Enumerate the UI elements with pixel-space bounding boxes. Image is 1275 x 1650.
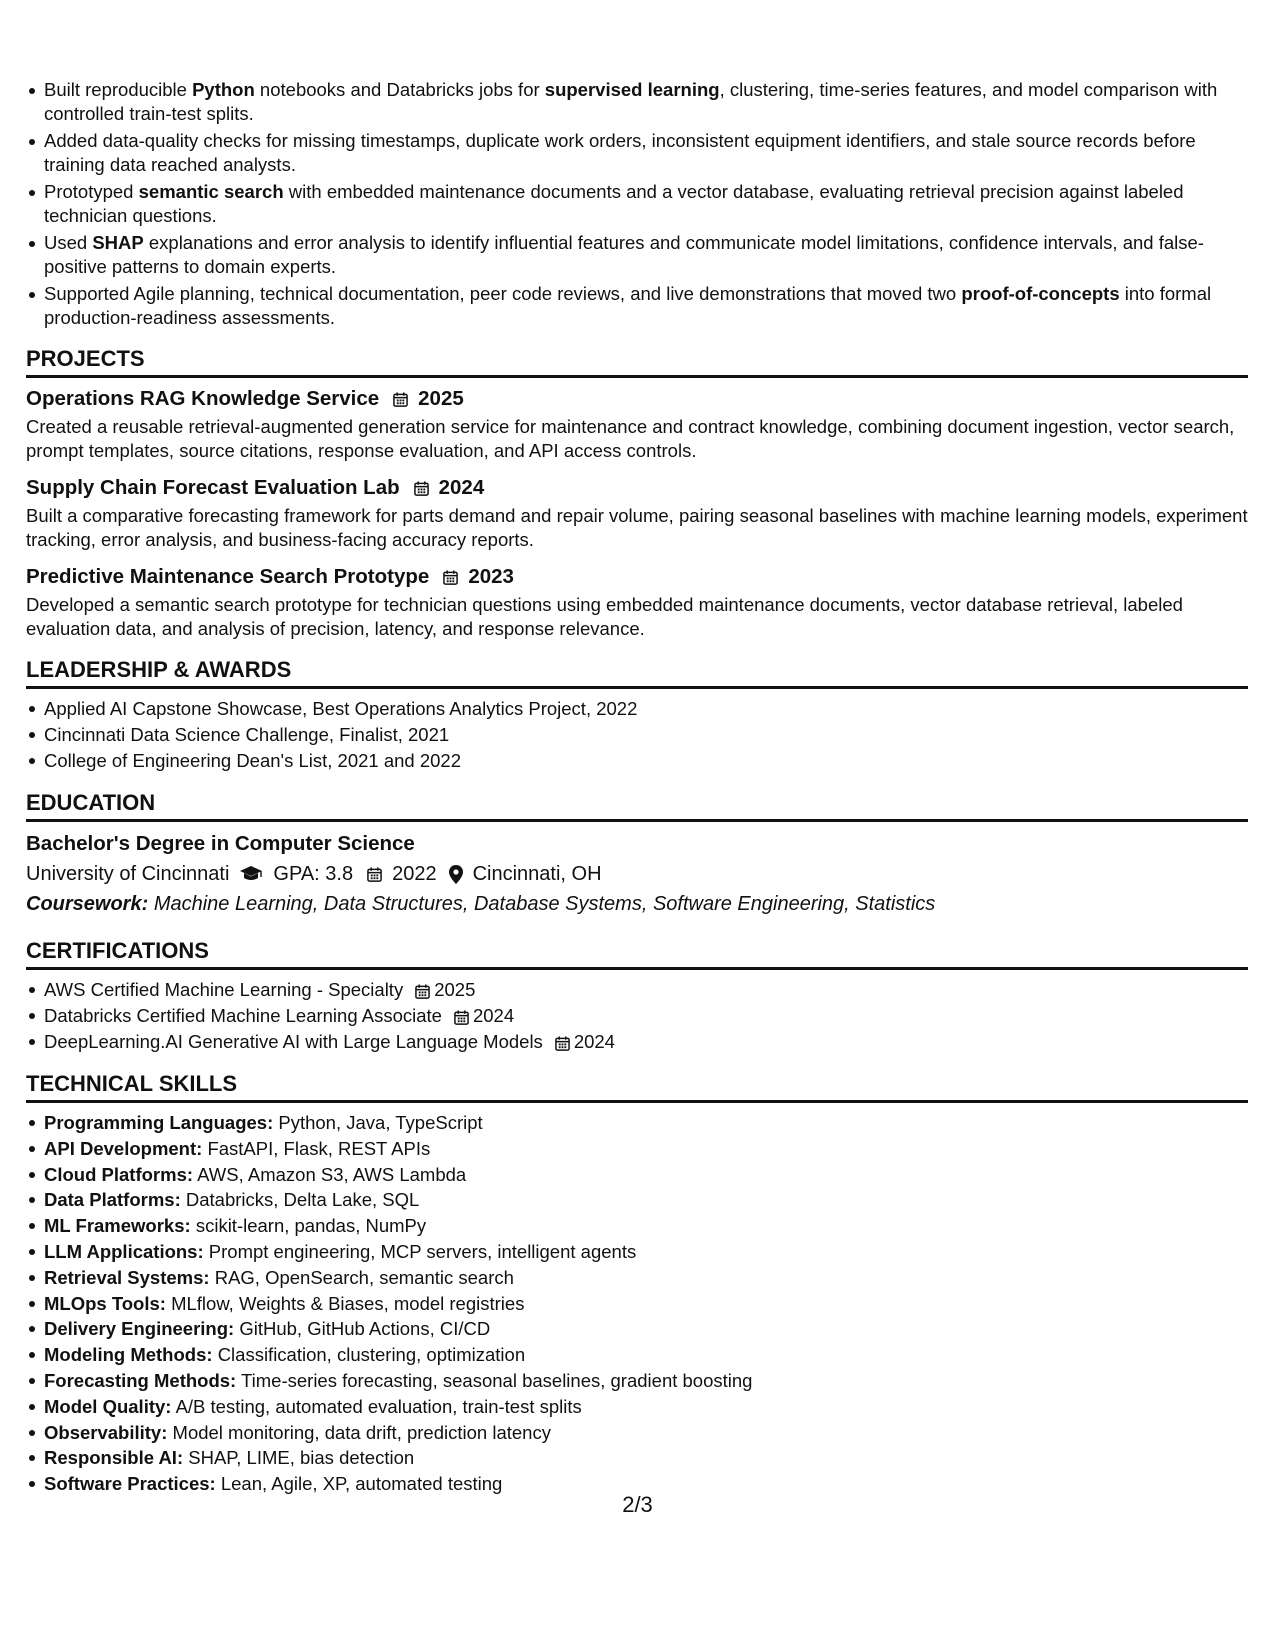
skill-label: LLM Applications: — [44, 1240, 204, 1262]
skill-value: RAG, OpenSearch, semantic search — [214, 1266, 514, 1288]
list-item — [44, 1316, 1248, 1342]
certification-year: 2024 — [573, 1031, 615, 1052]
certifications-section — [26, 938, 1248, 1055]
skill-label: Programming Languages: — [44, 1112, 274, 1133]
certifications-list — [26, 977, 1248, 1055]
list-item: Applied AI Capstone Showcase, Best Operations Analytics Project, 2022 — [44, 696, 1248, 722]
list-item — [44, 1394, 1248, 1420]
skill-value: FastAPI, Flask, REST APIs — [207, 1137, 431, 1159]
degree-title: Bachelor's Degree in Computer Science — [26, 832, 415, 855]
skill-value: Prompt engineering, MCP servers, intelligent agents — [208, 1240, 637, 1262]
certification-name: Databricks Certified Machine Learning Associate — [44, 1005, 442, 1026]
experience-bullet: Supported Agile planning, technical documentation, peer code reviews, and live demonstrations that moved two proof-of-concepts into formal production-readiness assessments. — [44, 282, 1248, 330]
list-item — [44, 1265, 1248, 1291]
list-item: Cincinnati Data Science Challenge, Finalist, 2021 — [44, 722, 1248, 748]
certification-name: AWS Certified Machine Learning - Specialty — [44, 979, 404, 1000]
list-item — [44, 1187, 1248, 1213]
certification-name: DeepLearning.AI Generative AI with Large Language Models — [44, 1031, 543, 1052]
list-item — [44, 1110, 1248, 1136]
skill-label: Retrieval Systems: — [44, 1266, 210, 1288]
skill-label: MLOps Tools: — [44, 1292, 166, 1314]
coursework-label: Coursework: — [26, 893, 149, 915]
project-name: Supply Chain Forecast Evaluation Lab — [26, 476, 400, 499]
skills-list — [26, 1110, 1248, 1497]
project-description: Built a comparative forecasting framework for parts demand and repair volume, pairing seasonal baselines with machine learning models, experiment tracking, error analysis, and business-facing accuracy reports. — [26, 505, 1248, 550]
project-year: 2025 — [418, 387, 464, 410]
section-title-skills: TECHNICAL SKILLS — [26, 1071, 1248, 1103]
experience-bullet: Added data-quality checks for missing timestamps, duplicate work orders, inconsistent equipment identifiers, and stale source records before training data reached analysts. — [44, 129, 1248, 177]
calendar-icon — [393, 392, 408, 407]
list-item — [44, 1420, 1248, 1446]
skill-value: scikit-learn, pandas, NumPy — [195, 1215, 427, 1237]
leadership-list — [26, 696, 1248, 774]
section-title-education: EDUCATION — [26, 790, 1248, 822]
skill-label: Data Platforms: — [44, 1189, 181, 1211]
resume-page — [26, 78, 1248, 1497]
skill-label: Software Practices: — [44, 1473, 216, 1495]
list-item: College of Engineering Dean's List, 2021 and 2022 — [44, 748, 1248, 774]
calendar-icon — [555, 1036, 570, 1051]
list-item — [44, 977, 1248, 1003]
education-details — [26, 860, 1248, 888]
calendar-icon — [454, 1010, 469, 1025]
project-description: Developed a semantic search prototype for technician questions using embedded maintenance documents, vector database retrieval, labeled evaluation data, and analysis of precision, latency, and response relevance. — [26, 594, 1183, 639]
project-title — [26, 386, 1248, 412]
list-item — [44, 1136, 1248, 1162]
experience-bullet: Built reproducible Python notebooks and Databricks jobs for supervised learning, clustering, time-series features, and model comparison with controlled train-test splits. — [44, 78, 1248, 126]
experience-bullet: Used SHAP explanations and error analysis to identify influential features and communicate model limitations, confidence intervals, and false-positive patterns to domain experts. — [44, 231, 1248, 279]
school-location: Cincinnati, OH — [472, 863, 602, 885]
gpa: GPA: 3.8 — [273, 863, 354, 885]
skill-value: Python, Java, TypeScript — [278, 1112, 483, 1133]
skill-label: Cloud Platforms: — [44, 1163, 194, 1185]
skill-label: Observability: — [44, 1421, 168, 1443]
skill-value: Lean, Agile, XP, automated testing — [220, 1473, 503, 1495]
certification-year: 2024 — [472, 1005, 515, 1026]
skill-value: Databricks, Delta Lake, SQL — [185, 1189, 420, 1211]
list-item — [44, 1029, 1248, 1055]
page-number: 2/3 — [622, 1492, 653, 1517]
skill-label: ML Frameworks: — [44, 1215, 191, 1237]
section-title-projects: PROJECTS — [26, 346, 1248, 378]
calendar-icon — [443, 570, 458, 585]
list-item — [44, 1291, 1248, 1317]
project-title — [26, 564, 1248, 590]
experience-bullet: Prototyped semantic search with embedded maintenance documents and a vector database, evaluating retrieval precision against labeled technician questions. — [44, 180, 1248, 228]
skill-value: AWS, Amazon S3, AWS Lambda — [197, 1163, 467, 1185]
skill-label: Responsible AI: — [44, 1447, 184, 1469]
project-title — [26, 475, 1248, 501]
project-name: Operations RAG Knowledge Service — [26, 387, 380, 410]
leadership-section — [26, 657, 1248, 774]
certification-year: 2025 — [434, 979, 476, 1000]
list-item — [44, 1342, 1248, 1368]
coursework — [26, 890, 1248, 918]
skill-value: Classification, clustering, optimization — [217, 1344, 526, 1366]
education-section — [26, 790, 1248, 918]
skills-section — [26, 1071, 1248, 1497]
skill-label: Modeling Methods: — [44, 1344, 213, 1366]
project-name: Predictive Maintenance Search Prototype — [26, 565, 430, 588]
school-name: University of Cincinnati — [26, 863, 230, 885]
experience-bullets — [26, 78, 1248, 330]
project-description: Created a reusable retrieval-augmented generation service for maintenance and contract knowledge, combining document ingestion, vector search, prompt templates, source citations, response evaluation, and API access controls. — [26, 416, 1235, 461]
graduation-cap-icon — [239, 865, 263, 883]
calendar-icon — [414, 481, 429, 496]
section-title-certifications: CERTIFICATIONS — [26, 938, 1248, 970]
calendar-icon — [367, 867, 382, 882]
calendar-icon — [415, 984, 430, 999]
coursework-list: Machine Learning, Data Structures, Database Systems, Software Engineering, Statistics — [153, 893, 936, 915]
list-item — [44, 1003, 1248, 1029]
project-year: 2024 — [438, 476, 485, 499]
projects-section — [26, 346, 1248, 641]
section-title-leadership: LEADERSHIP & AWARDS — [26, 657, 1248, 689]
skill-label: Delivery Engineering: — [44, 1318, 235, 1340]
skill-value: MLflow, Weights & Biases, model registries — [171, 1292, 525, 1314]
list-item — [44, 1162, 1248, 1188]
list-item — [44, 1239, 1248, 1265]
skill-value: Time-series forecasting, seasonal baselines, gradient boosting — [241, 1369, 753, 1391]
skill-label: API Development: — [44, 1137, 203, 1159]
project-year: 2023 — [468, 565, 514, 588]
skill-label: Model Quality: — [44, 1395, 172, 1417]
skill-label: Forecasting Methods: — [44, 1369, 237, 1391]
map-pin-icon — [449, 865, 463, 884]
skill-value: A/B testing, automated evaluation, train-test splits — [175, 1395, 582, 1417]
graduation-year: 2022 — [392, 863, 437, 885]
list-item — [44, 1445, 1248, 1471]
skill-value: Model monitoring, data drift, prediction latency — [172, 1421, 551, 1443]
list-item — [44, 1368, 1248, 1394]
list-item — [44, 1213, 1248, 1239]
skill-value: SHAP, LIME, bias detection — [188, 1447, 415, 1469]
skill-value: GitHub, GitHub Actions, CI/CD — [239, 1318, 491, 1340]
